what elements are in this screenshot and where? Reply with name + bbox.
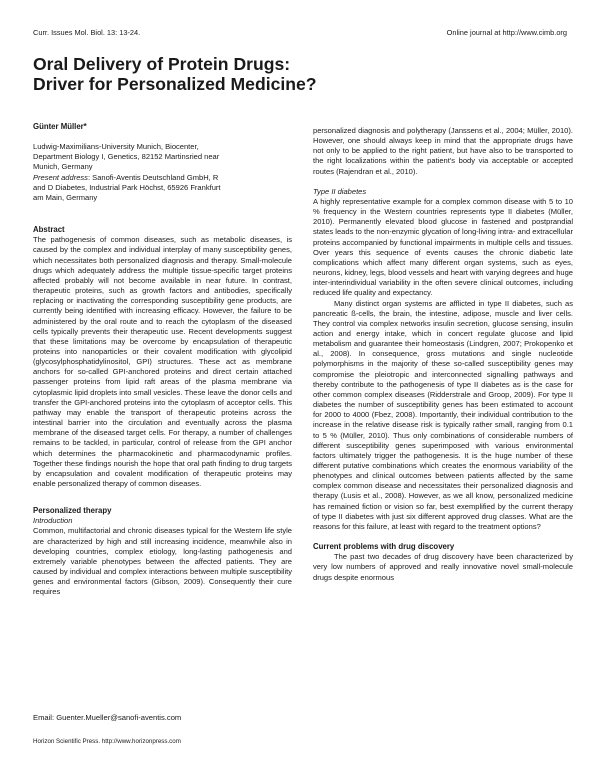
section-heading: Personalized therapy [33,506,112,516]
right-column [313,126,573,583]
affiliation-line: Munich, Germany [33,162,93,172]
subsection-heading: Type II diabetes [313,186,367,196]
diabetes-paragraph-2: Many distinct organ systems are afflicted in type II diabetes, such as pancreatic ß-cells, the brain, the intestine, adipose, muscle and liver cells. They control via complex networks insulin secretion, glucose sensing, insulin action and energy intake, which in concert regulate glucose and lipid metabolism and guarantee their homeostasis (Lindgren, 2007; Prokopenko et al., 2008). In consequence, gross mutations and single nucleotide polymorphisms in the majority of these so-called susceptibility genes may compromise the pleiotropic and interconnected signalling pathways and thereby contribute to the pathogenesis of type II diabetes as is the case for other common complex diseases (Ridderstrale and Groop, 2009). For type II diabetes the number of susceptibility genes has been estimated to account for 2000 to 4000 (Fbez, 2008). Importantly, their individual contribution to the increase in the relative disease risk is typically rather small, ranging from 0.1 to 5 % (Müller, 2010). Thus only combinations of considerable numbers of different susceptibility genes superimposed with various environmental factors ultimately trigger the pathogenesis. It is the huge number of these different putative combinations which creates the enormous variability of the phenotypes and clinical outcomes between patients affected by the same complex common disease and necessitates their personalized diagnosis and therapy (Lusis et al., 2008). However, as we all know, personalized medicine has remained fiction or vision so far, best exemplified by the current therapy of type II diabetes with just six different approved drug classes. What are the reasons for this failure, at least with regard to the treatment options? [313,298,573,531]
drug-discovery-paragraph: The past two decades of drug discovery have been characterized by very low numbers of approved and really innovative novel small-molecule drugs despite enormous [313,552,573,582]
intro-paragraph: Common, multifactorial and chronic diseases typical for the Western life style are characterized by high and still increasing incidence, meanwhile also in developing countries, complex etiology, long-lasting pathogenesis and extremely variable phenotypes between the affected patients. They are caused by individual and complex interactions between multiple susceptibility genes and environmental factors (Gibson, 2009). Consequently their cure requires [33,526,292,597]
subsection-heading: Introduction [33,516,73,526]
affiliation-line: am Main, Germany [33,192,98,202]
affiliation-line: Department Biology I, Genetics, 82152 Martinsried near [33,152,220,162]
abstract-heading: Abstract [33,225,65,235]
author-name: Günter Müller* [33,122,87,131]
journal-citation: Curr. Issues Mol. Biol. 13: 13-24. [33,28,141,37]
journal-url: Online journal at http://www.cimb.org [446,28,567,37]
affiliation-line: Ludwig-Maximilians-University Munich, Biocenter, [33,142,199,152]
affiliation [33,142,292,203]
abstract-text: The pathogenesis of common diseases, such as metabolic diseases, is caused by the complex and individual interplay of many susceptibility genes, which necessitates both personalized diagnosis and therapy. Small-molecule drugs which adequately address the multiple tissue-specific target proteins affected probably will not become available in near future. In contrast, therapeutic proteins, such as growth factors and antibodies, specifically replacing or inactivating the corresponding susceptibility gene products, are currently being identified with increasing efficacy. However, the failure to be administered by the oral route and to reach the cytoplasm of the diseased cells typically prevents their therapeutic use. Recent developments suggest that these limitations may be overcome by encapsulation of therapeutic proteins into nanoparticles or their covalent modification with glycolipid (glycosylphosphatidylinositol, GPI) structures. These act as membrane anchors for so-called GPI-anchored proteins and direct certain attached passenger proteins from lipid raft areas of the plasma membrane via cytoplasmic lipid droplets into small vesicles. These leave the donor cells and transfer the GPI-anchored proteins into the cytoplasm of acceptor cells. This pathway may enable the transport of therapeutic proteins across the intestinal barrier into the circulation and eventually across the plasma membrane of the diseased target cells. For therapy, a number of challenges remains to be tackled, in particular, control of release from the GPI anchor which determines the pharmacokinetic and pharmacodynamic profiles. Together these findings nourish the hope that oral path finding to drug targets by encapsulation and covalent modification of therapeutic proteins may enable personalized therapy of common diseases. [33,235,292,488]
affiliation-line: : Sanofi-Aventis Deutschland GmbH, R [87,172,219,182]
publisher-footer: Horizon Scientific Press. http://www.horizonpress.com [33,738,181,745]
paper-title [33,54,573,94]
affiliation-line: and D Diabetes, Industrial Park Höchst, 65926 Frankfurt [33,182,221,192]
continuation-paragraph: personalized diagnosis and polytherapy (Janssens et al., 2004; Müller, 2010). However, one should always keep in mind that the appropriate drugs have not only to be applied to the right patient, but have also to be transported to the right localizations within the patient's body via acceptable or accepted routes (Rajendran et al., 2010). [313,126,573,176]
title-line-1: Oral Delivery of Protein Drugs: [33,54,291,74]
section-heading: Current problems with drug discovery [313,542,455,552]
present-address-label: Present address [33,172,88,182]
corresponding-email: Email: Guenter.Mueller@sanofi-aventis.com [33,713,182,722]
title-line-2: Driver for Personalized Medicine? [33,74,317,94]
left-column [33,122,292,598]
diabetes-paragraph-1: A highly representative example for a complex common disease with 5 to 10 % frequency in the Western countries represents type II diabetes (Müller, 2010). Permanently elevated blood glucose in fastened and postprandial states leads to the non-enzymic glycation of long-living intra- and extracellular proteins accompanied by functional impairments in multiple cells and tissues. Over years this sequence of events causes the chronic diabetic late complications which affect many different organ systems, such as eyes, neurons, kidney, legs, blood vessels and heart with varying degrees and huge inter-interindividual variability in the often severe clinical outcomes, including reduced life quality and expectancy. [313,196,573,298]
